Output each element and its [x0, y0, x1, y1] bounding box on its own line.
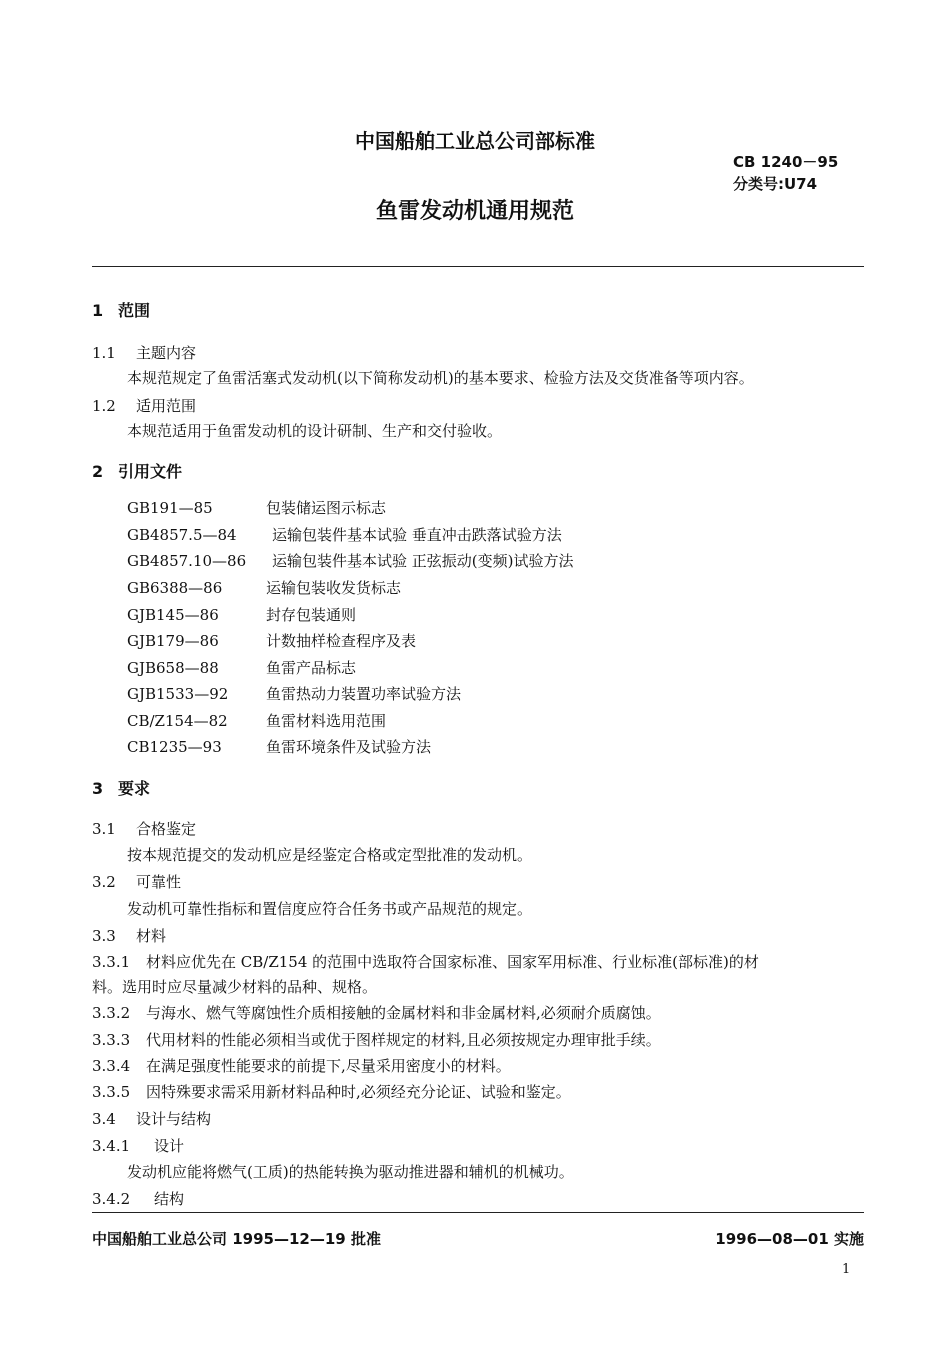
section-1-number: 1 [92, 301, 104, 320]
section-3-1-number: 3.1 [92, 820, 116, 838]
reference-title: 鱼雷热动力装置功率试验方法 [266, 685, 462, 703]
section-3-number: 3 [92, 779, 104, 798]
section-2-number: 2 [92, 462, 104, 481]
header-divider [92, 266, 864, 267]
section-3-4-title: 设计与结构 [136, 1110, 212, 1128]
reference-title: 运输包装件基本试验 正弦振动(变频)试验方法 [272, 552, 574, 570]
section-1-1-body: 本规范规定了鱼雷活塞式发动机(以下简称发动机)的基本要求、检验方法及交货准备等项内容。 [127, 369, 754, 387]
reference-code: CB1235—93 [127, 738, 222, 756]
section-3-2-number: 3.2 [92, 873, 116, 891]
section-1-2-title: 适用范围 [136, 397, 197, 415]
reference-title: 运输包装收发货标志 [266, 579, 402, 597]
section-1-1-number: 1.1 [92, 344, 116, 362]
section-2-title: 引用文件 [118, 462, 183, 481]
section-3-3-3-number: 3.3.3 [92, 1031, 131, 1049]
section-3-3-5-body: 因特殊要求需采用新材料品种时,必须经充分论证、试验和鉴定。 [146, 1083, 571, 1101]
section-3-1-body: 按本规范提交的发动机应是经鉴定合格或定型批准的发动机。 [127, 846, 533, 864]
reference-title: 鱼雷产品标志 [266, 659, 357, 677]
reference-code: GB191—85 [127, 499, 213, 517]
footer-divider [92, 1212, 864, 1213]
section-3-3-4-number: 3.3.4 [92, 1057, 131, 1075]
section-1-2-body: 本规范适用于鱼雷发动机的设计研制、生产和交付验收。 [127, 422, 503, 440]
section-3-3-2-body: 与海水、燃气等腐蚀性介质相接触的金属材料和非金属材料,必须耐介质腐蚀。 [146, 1004, 661, 1022]
reference-code: GB4857.5—84 [127, 526, 237, 544]
section-3-3-2-number: 3.3.2 [92, 1004, 131, 1022]
org-standard-heading: 中国船舶工业总公司部标准 [355, 129, 595, 153]
classification-number: 分类号:U74 [733, 175, 818, 193]
approval-statement: 中国船舶工业总公司 1995—12—19 批准 [92, 1230, 381, 1248]
section-3-1-title: 合格鉴定 [136, 820, 197, 838]
page-number: 1 [842, 1262, 851, 1277]
document-title: 鱼雷发动机通用规范 [375, 199, 574, 224]
section-3-3-1-body-line1: 材料应优先在 CB/Z154 的范围中选取符合国家标准、国家军用标准、行业标准(部标准)的材 [146, 953, 759, 971]
section-3-3-1-number: 3.3.1 [92, 953, 131, 971]
reference-code: GJB145—86 [127, 606, 219, 624]
reference-code: CB/Z154—82 [127, 712, 228, 730]
section-3-3-title: 材料 [136, 927, 167, 945]
section-1-2-number: 1.2 [92, 397, 116, 415]
section-3-4-number: 3.4 [92, 1110, 116, 1128]
section-3-3-5-number: 3.3.5 [92, 1083, 131, 1101]
section-3-2-body: 发动机可靠性指标和置信度应符合任务书或产品规范的规定。 [127, 900, 533, 918]
section-1-title: 范围 [118, 301, 151, 320]
section-3-4-1-body: 发动机应能将燃气(工质)的热能转换为驱动推进器和辅机的机械功。 [127, 1163, 574, 1181]
reference-title: 计数抽样检查程序及表 [266, 632, 417, 650]
section-3-3-3-body: 代用材料的性能必须相当或优于图样规定的材料,且必须按规定办理审批手续。 [146, 1031, 661, 1049]
reference-code: GJB658—88 [127, 659, 219, 677]
reference-code: GB6388—86 [127, 579, 223, 597]
section-3-3-number: 3.3 [92, 927, 116, 945]
section-1-1-title: 主题内容 [136, 344, 197, 362]
section-3-4-1-number: 3.4.1 [92, 1137, 131, 1155]
reference-code: GJB179—86 [127, 632, 219, 650]
section-3-3-1-body-line2: 料。选用时应尽量减少材料的品种、规格。 [92, 978, 378, 996]
reference-title: 鱼雷环境条件及试验方法 [266, 738, 432, 756]
effective-date: 1996—08—01 实施 [715, 1230, 864, 1248]
section-3-2-title: 可靠性 [136, 873, 182, 891]
section-3-4-2-number: 3.4.2 [92, 1190, 131, 1208]
section-3-title: 要求 [118, 779, 151, 798]
reference-title: 鱼雷材料选用范围 [266, 712, 387, 730]
section-3-3-4-body: 在满足强度性能要求的前提下,尽量采用密度小的材料。 [146, 1057, 511, 1075]
reference-code: GB4857.10—86 [127, 552, 247, 570]
standard-code: CB 1240－95 [733, 153, 839, 171]
reference-title: 封存包装通则 [266, 606, 357, 624]
reference-code: GJB1533—92 [127, 685, 229, 703]
reference-title: 运输包装件基本试验 垂直冲击跌落试验方法 [272, 526, 562, 544]
section-3-4-1-title: 设计 [154, 1137, 185, 1155]
reference-title: 包装储运图示标志 [266, 499, 387, 517]
section-3-4-2-title: 结构 [154, 1190, 185, 1208]
